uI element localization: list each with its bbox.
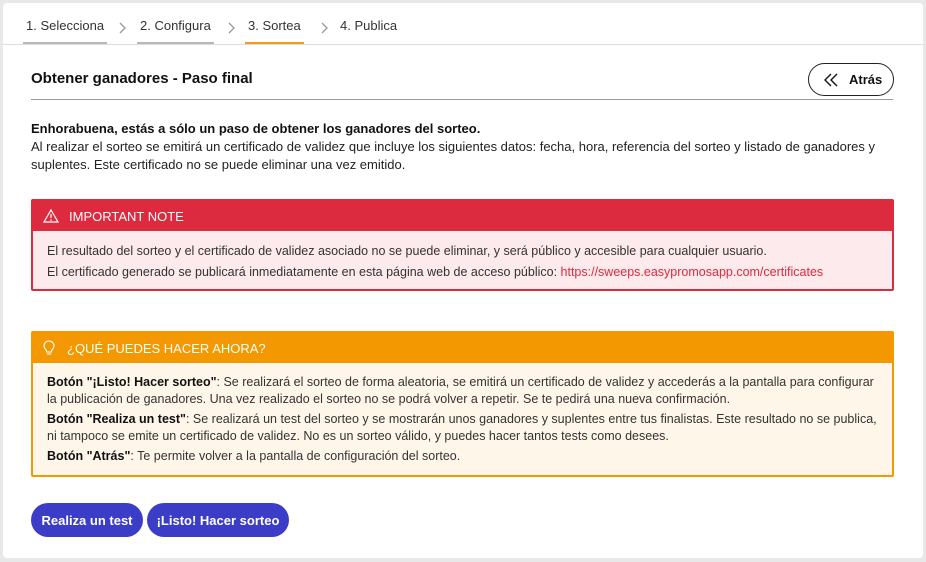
step-label: 4. Publica [340,18,398,33]
step-publica[interactable] [337,18,400,44]
chevron-right-icon [119,22,127,34]
chevron-right-icon [321,22,329,34]
tip-item [47,448,878,465]
intro-bold: Enhorabuena, estás a sólo un paso de obtener los ganadores del sorteo. [31,121,481,136]
tip-item [47,374,878,407]
what-now-title: ¿QUÉ PUEDES HACER AHORA? [67,340,266,356]
tip-item-bold: Botón "Atrás" [47,449,131,463]
run-draw-button[interactable]: ¡Listo! Hacer sorteo [147,503,289,537]
tip-item-bold: Botón "Realiza un test" [47,412,186,426]
important-note-line [47,262,878,283]
page-title: Obtener ganadores - Paso final [31,70,253,87]
tip-item-bold: Botón "¡Listo! Hacer sorteo" [47,375,217,389]
run-test-button[interactable]: Realiza un test [31,503,143,537]
step-underline-active [245,42,304,44]
lightbulb-icon [43,340,55,356]
wizard-stepper [3,3,923,45]
double-chevron-left-icon [823,73,839,87]
step-underline [23,42,107,44]
important-note-line-text: El certificado generado se publicará inmediatamente en esta página web de acceso público: [47,265,561,279]
tip-item [47,411,878,444]
back-button-label: Atrás [849,72,883,87]
back-button[interactable] [808,63,894,96]
step-sortea[interactable] [245,18,304,44]
step-selecciona[interactable] [23,18,107,44]
step-underline [137,42,214,44]
step-label: 2. Configura [140,18,211,33]
what-now-box [31,331,894,477]
title-divider [31,99,893,100]
certificates-link[interactable]: https://sweeps.easypromosapp.com/certificates [560,265,824,279]
tip-item-text: : Se realizará el sorteo de forma aleatoria, se emitirá un certificado de validez y accederás a la pantalla para configurar la publicación de ganadores. Una vez realizado el sorteo no se podrá volver a repetir. Se te pedirá una nueva confirmación. [47,375,874,406]
step-configura[interactable] [137,18,214,44]
what-now-header [33,333,892,363]
tip-item-text: : Se realizará un test del sorteo y se mostrarán unos ganadores y suplentes entre tus finalistas. Este resultado no se publica, ni tampoco se emite un certificado de validez. No es un sorteo válido, y puedes hacer tantos tests como desees. [47,412,877,443]
step-label: 1. Selecciona [26,18,105,33]
intro-description: Al realizar el sorteo se emitirá un certificado de validez que incluye los siguientes datos: fecha, hora, referencia del sorteo y listado de ganadores y suplentes. Este certificado no se puede eliminar una vez emitido. [31,139,876,172]
important-note-header [33,201,892,231]
important-note-body [33,231,892,283]
warning-icon [43,209,59,223]
important-note-box [31,199,894,291]
intro-text [31,120,901,174]
important-note-line: El resultado del sorteo y el certificado de validez asociado no se puede eliminar, y será público y accesible para cualquier usuario. [47,244,767,258]
important-note-title: IMPORTANT NOTE [69,208,184,224]
chevron-right-icon [228,22,236,34]
step-label: 3. Sortea [248,18,301,33]
what-now-body [33,363,892,465]
main-panel [3,3,923,558]
tip-item-text: : Te permite volver a la pantalla de configuración del sorteo. [130,449,461,463]
